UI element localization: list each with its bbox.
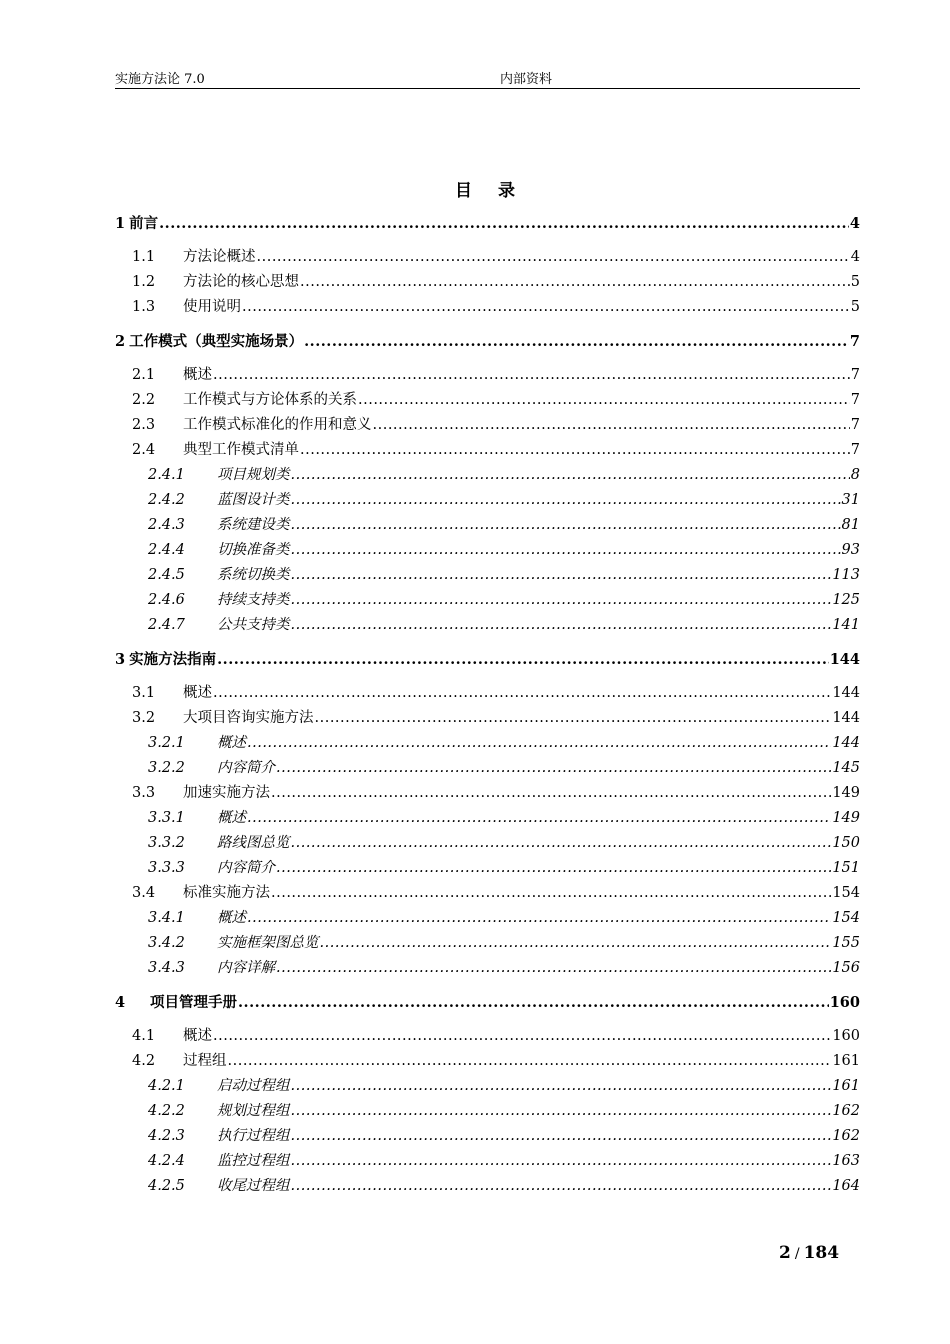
toc-entry-page-number: 7: [850, 442, 860, 458]
toc-entry-level3[interactable]: [115, 806, 860, 831]
toc-dot-leader: [271, 781, 831, 806]
toc-entry-level2[interactable]: [115, 363, 860, 388]
toc-entry-number: 3.4.3: [148, 960, 185, 976]
toc-entry-number: 1.1: [132, 249, 156, 265]
header-document-title: 实施方法论 7.0: [115, 72, 205, 87]
toc-entry-level2[interactable]: [115, 1049, 860, 1074]
toc-dot-leader: [291, 563, 832, 588]
toc-dot-leader: [358, 388, 850, 413]
toc-dot-leader: [291, 1074, 832, 1099]
toc-dot-leader: [291, 513, 841, 538]
toc-entry-title: 概述: [183, 1028, 212, 1044]
toc-entry-level3[interactable]: [115, 563, 860, 588]
toc-entry-title: 内容简介: [217, 860, 275, 876]
toc-entry-title: 公共支持类: [217, 617, 290, 633]
toc-entry-title: 大项目咨询实施方法: [183, 710, 314, 726]
toc-dot-leader: [291, 1099, 832, 1124]
toc-entry-level2[interactable]: [115, 706, 860, 731]
toc-entry-title: 系统切换类: [217, 567, 290, 583]
toc-entry-page-number: 160: [832, 1028, 860, 1044]
toc-entry-number: 2.4.1: [148, 467, 185, 483]
toc-dot-leader: [291, 463, 850, 488]
toc-entry-number: 3: [115, 651, 126, 668]
toc-entry-level3[interactable]: [115, 1149, 860, 1174]
toc-entry-page-number: 7: [850, 392, 860, 408]
toc-entry-number: 4.2.4: [148, 1153, 185, 1169]
toc-entry-number: 2.1: [132, 367, 156, 383]
toc-dot-leader: [320, 931, 832, 956]
toc-entry-page-number: 125: [832, 592, 860, 608]
toc-dot-leader: [242, 295, 850, 320]
toc-entry-level3[interactable]: [115, 488, 860, 513]
toc-title: 目 录: [455, 181, 525, 201]
toc-entry-title: 系统建设类: [217, 517, 290, 533]
toc-entry-page-number: 93: [841, 542, 860, 558]
toc-dot-leader: [291, 613, 832, 638]
toc-entry-title: 工作模式（典型实施场景）: [129, 333, 304, 350]
toc-entry-level3[interactable]: [115, 1124, 860, 1149]
toc-entry-title: 实施框架图总览: [217, 935, 319, 951]
toc-entry-level3[interactable]: [115, 1074, 860, 1099]
toc-entry-number: 3.2.1: [148, 735, 185, 751]
toc-entry-title: 切换准备类: [217, 542, 290, 558]
toc-entry-page-number: 113: [832, 567, 860, 583]
toc-entry-number: 3.1: [132, 685, 156, 701]
toc-entry-title: 加速实施方法: [183, 785, 270, 801]
toc-entry-level2[interactable]: [115, 438, 860, 463]
toc-entry-title: 规划过程组: [217, 1103, 290, 1119]
toc-entry-level1[interactable]: [115, 211, 860, 236]
toc-entry-title: 收尾过程组: [217, 1178, 290, 1194]
toc-dot-leader: [257, 245, 850, 270]
page-separator: /: [794, 1246, 800, 1262]
toc-entry-number: 3.3.2: [148, 835, 185, 851]
toc-dot-leader: [213, 363, 850, 388]
toc-entry-title: 前言: [129, 215, 159, 232]
toc-entry-number: 2.4.6: [148, 592, 185, 608]
toc-entry-page-number: 154: [832, 885, 860, 901]
toc-entry-page-number: 141: [832, 617, 860, 633]
toc-entry-level3[interactable]: [115, 756, 860, 781]
toc-entry-page-number: 4: [849, 215, 860, 232]
toc-entry-number: 1: [115, 215, 126, 232]
toc-dot-leader: [276, 756, 831, 781]
toc-dot-leader: [217, 647, 829, 672]
table-of-contents: [115, 211, 860, 1199]
toc-entry-title: 概述: [217, 735, 246, 751]
toc-entry-page-number: 144: [832, 685, 860, 701]
toc-entry-level1[interactable]: [115, 990, 860, 1015]
toc-dot-leader: [291, 538, 841, 563]
toc-entry-number: 4.2.2: [148, 1103, 185, 1119]
toc-entry-level3[interactable]: [115, 856, 860, 881]
toc-entry-level3[interactable]: [115, 906, 860, 931]
toc-dot-leader: [238, 990, 829, 1015]
toc-entry-page-number: 156: [832, 960, 860, 976]
toc-dot-leader: [276, 956, 831, 981]
toc-entry-page-number: 151: [832, 860, 860, 876]
toc-entry-page-number: 160: [829, 994, 860, 1011]
toc-entry-title: 标准实施方法: [183, 885, 270, 901]
toc-entry-page-number: 7: [849, 333, 860, 350]
toc-entry-level3[interactable]: [115, 613, 860, 638]
toc-entry-page-number: 155: [832, 935, 860, 951]
total-page-count: 184: [803, 1243, 840, 1263]
toc-entry-level3[interactable]: [115, 931, 860, 956]
toc-entry-level2[interactable]: [115, 681, 860, 706]
toc-dot-leader: [291, 831, 832, 856]
header-confidentiality-label: 内部资料: [500, 72, 553, 87]
toc-entry-number: 3.4.1: [148, 910, 185, 926]
toc-entry-page-number: 154: [832, 910, 860, 926]
toc-entry-number: 3.2: [132, 710, 156, 726]
toc-entry-page-number: 149: [832, 810, 860, 826]
toc-entry-page-number: 145: [832, 760, 860, 776]
toc-entry-page-number: 4: [850, 249, 860, 265]
toc-entry-number: 3.4: [132, 885, 156, 901]
toc-entry-number: 2.4.2: [148, 492, 185, 508]
toc-entry-page-number: 162: [832, 1128, 860, 1144]
toc-dot-leader: [213, 681, 831, 706]
toc-dot-leader: [228, 1049, 832, 1074]
toc-entry-level3[interactable]: [115, 538, 860, 563]
toc-entry-level1[interactable]: [115, 329, 860, 354]
toc-entry-number: 3.4.2: [148, 935, 185, 951]
toc-entry-number: 4.2: [132, 1053, 156, 1069]
toc-dot-leader: [300, 438, 850, 463]
toc-entry-number: 2.4.7: [148, 617, 185, 633]
toc-entry-level2[interactable]: [115, 881, 860, 906]
toc-dot-leader: [315, 706, 832, 731]
toc-dot-leader: [300, 270, 850, 295]
toc-entry-page-number: 8: [850, 467, 860, 483]
toc-entry-number: 4.2.5: [148, 1178, 185, 1194]
toc-entry-number: 3.3.3: [148, 860, 185, 876]
toc-dot-leader: [291, 1149, 832, 1174]
toc-entry-title: 过程组: [183, 1053, 227, 1069]
toc-entry-title: 蓝图设计类: [217, 492, 290, 508]
toc-entry-level2[interactable]: [115, 781, 860, 806]
toc-entry-number: 3.2.2: [148, 760, 185, 776]
toc-entry-level3[interactable]: [115, 513, 860, 538]
toc-entry-title: 路线图总览: [217, 835, 290, 851]
toc-entry-number: 2.3: [132, 417, 156, 433]
toc-entry-level3[interactable]: [115, 831, 860, 856]
toc-entry-title: 方法论概述: [183, 249, 256, 265]
toc-entry-page-number: 31: [841, 492, 860, 508]
toc-entry-title: 持续支持类: [217, 592, 290, 608]
toc-entry-number: 4.1: [132, 1028, 156, 1044]
toc-dot-leader: [276, 856, 831, 881]
toc-entry-number: 2.4.5: [148, 567, 185, 583]
toc-entry-title: 典型工作模式清单: [183, 442, 299, 458]
toc-dot-leader: [373, 413, 850, 438]
toc-entry-level3[interactable]: [115, 463, 860, 488]
toc-entry-number: 1.3: [132, 299, 156, 315]
toc-entry-level2[interactable]: [115, 245, 860, 270]
toc-entry-title: 内容简介: [217, 760, 275, 776]
toc-entry-level1[interactable]: [115, 647, 860, 672]
toc-dot-leader: [271, 881, 831, 906]
toc-entry-page-number: 144: [832, 735, 860, 751]
toc-dot-leader: [247, 906, 831, 931]
toc-entry-title: 项目规划类: [217, 467, 290, 483]
toc-entry-title: 监控过程组: [217, 1153, 290, 1169]
toc-entry-title: 方法论的核心思想: [183, 274, 299, 290]
toc-entry-page-number: 7: [850, 417, 860, 433]
toc-entry-page-number: 144: [829, 651, 860, 668]
toc-entry-title: 概述: [217, 810, 246, 826]
toc-entry-title: 概述: [183, 685, 212, 701]
toc-entry-number: 4.2.3: [148, 1128, 185, 1144]
toc-entry-number: 2.2: [132, 392, 156, 408]
toc-entry-number: 4.2.1: [148, 1078, 185, 1094]
toc-entry-page-number: 149: [832, 785, 860, 801]
toc-entry-level3[interactable]: [115, 731, 860, 756]
toc-entry-page-number: 81: [841, 517, 860, 533]
toc-entry-title: 内容详解: [217, 960, 275, 976]
toc-entry-title: 工作模式标准化的作用和意义: [183, 417, 372, 433]
toc-dot-leader: [247, 731, 831, 756]
toc-dot-leader: [291, 488, 841, 513]
toc-entry-page-number: 163: [832, 1153, 860, 1169]
toc-entry-title: 概述: [217, 910, 246, 926]
toc-entry-level3[interactable]: [115, 588, 860, 613]
toc-dot-leader: [247, 806, 831, 831]
toc-entry-title: 启动过程组: [217, 1078, 290, 1094]
toc-entry-page-number: 150: [832, 835, 860, 851]
toc-entry-page-number: 144: [832, 710, 860, 726]
toc-entry-title: 使用说明: [183, 299, 241, 315]
toc-dot-leader: [159, 211, 849, 236]
toc-entry-page-number: 7: [850, 367, 860, 383]
page-number: [779, 1243, 839, 1263]
toc-entry-page-number: 162: [832, 1103, 860, 1119]
toc-dot-leader: [304, 329, 849, 354]
toc-entry-page-number: 164: [832, 1178, 860, 1194]
toc-entry-level3[interactable]: [115, 1174, 860, 1199]
toc-entry-level2[interactable]: [115, 1024, 860, 1049]
toc-entry-title: 执行过程组: [217, 1128, 290, 1144]
toc-entry-page-number: 161: [832, 1078, 860, 1094]
toc-entry-title: 实施方法指南: [129, 651, 217, 668]
toc-entry-level2[interactable]: [115, 270, 860, 295]
toc-entry-title: 概述: [183, 367, 212, 383]
toc-entry-number: 2.4.4: [148, 542, 185, 558]
toc-entry-number: 3.3: [132, 785, 156, 801]
toc-entry-number: 1.2: [132, 274, 156, 290]
toc-entry-page-number: 5: [850, 274, 860, 290]
toc-dot-leader: [213, 1024, 831, 1049]
toc-dot-leader: [291, 1174, 832, 1199]
toc-entry-title: 项目管理手册: [150, 994, 237, 1011]
toc-entry-level2[interactable]: [115, 388, 860, 413]
toc-entry-number: 4: [115, 994, 126, 1011]
toc-dot-leader: [291, 588, 832, 613]
toc-dot-leader: [291, 1124, 832, 1149]
toc-entry-number: 2.4: [132, 442, 156, 458]
toc-entry-page-number: 5: [850, 299, 860, 315]
toc-entry-page-number: 161: [832, 1053, 860, 1069]
toc-entry-level2[interactable]: [115, 295, 860, 320]
toc-entry-level2[interactable]: [115, 413, 860, 438]
toc-entry-number: 2.4.3: [148, 517, 185, 533]
page-header: [115, 66, 860, 89]
toc-entry-number: 2: [115, 333, 126, 350]
toc-entry-number: 3.3.1: [148, 810, 185, 826]
toc-entry-title: 工作模式与方论体系的关系: [183, 392, 357, 408]
toc-entry-level3[interactable]: [115, 1099, 860, 1124]
toc-entry-level3[interactable]: [115, 956, 860, 981]
current-page-number: 2: [779, 1243, 791, 1263]
